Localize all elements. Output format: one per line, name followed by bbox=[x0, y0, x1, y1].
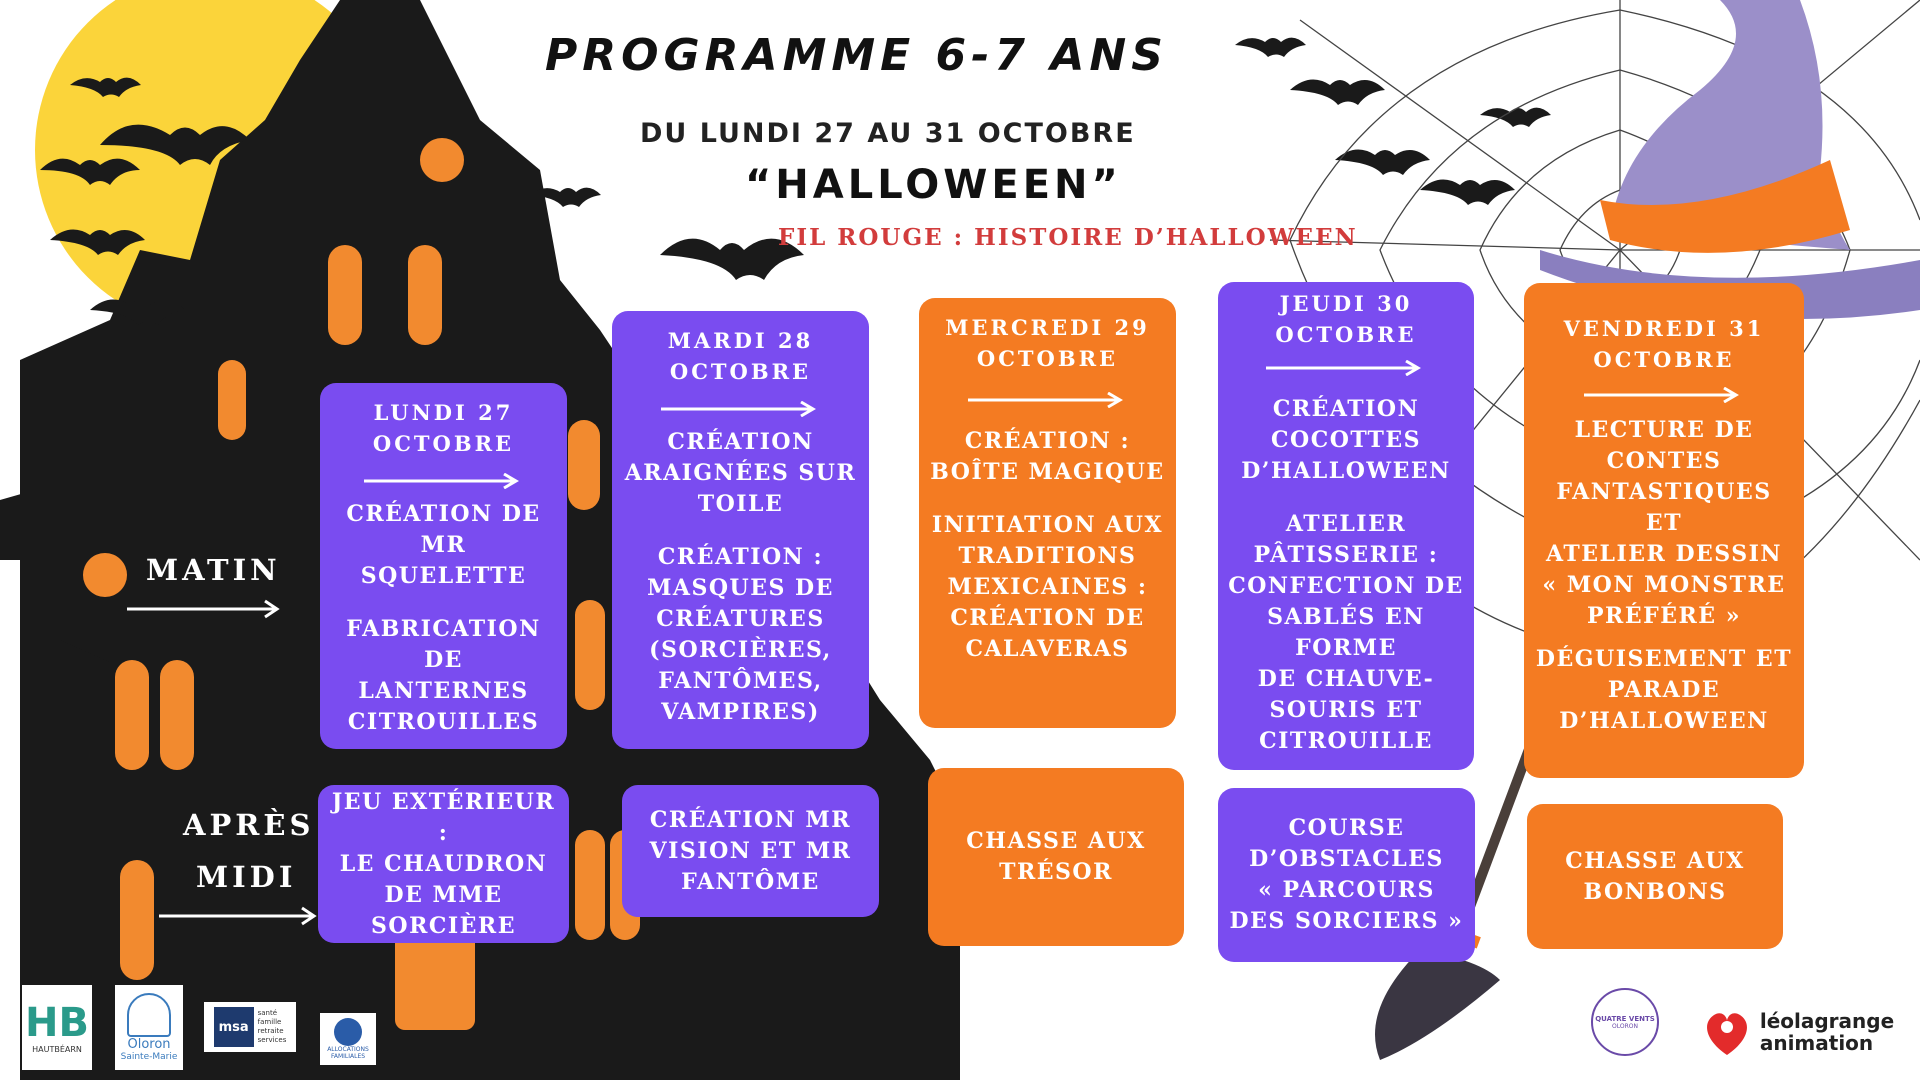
activity-line: VISION ET MR bbox=[649, 837, 852, 864]
day-card-tuesday-morning bbox=[612, 311, 869, 749]
caf-logo-text: ALLOCATIONS FAMILIALES bbox=[327, 1046, 369, 1060]
leo-lagrange-heart-icon bbox=[1700, 1005, 1754, 1059]
day-name: MERCREDI 29 bbox=[945, 315, 1150, 340]
activity-line: CHASSE AUX bbox=[1565, 847, 1745, 874]
activity-line: VAMPIRES) bbox=[661, 699, 820, 725]
common-thread: FIL ROUGE : HISTOIRE D’HALLOWEEN bbox=[778, 224, 1358, 251]
activity-line: PARADE bbox=[1607, 677, 1721, 703]
activity-line: MASQUES DE bbox=[647, 575, 834, 601]
quatre-vents-logo bbox=[1585, 978, 1665, 1066]
activity-line: CONTES bbox=[1606, 448, 1722, 474]
hautbearn-logo-text: HAUTBÉARN bbox=[32, 1045, 82, 1054]
activity-line: SQUELETTE bbox=[360, 563, 527, 589]
msa-text-3: retraite bbox=[257, 1027, 284, 1035]
activity-line: LE CHAUDRON bbox=[339, 850, 548, 877]
afternoon-label-line2: MIDI bbox=[196, 860, 297, 894]
activity-line: LECTURE DE bbox=[1574, 417, 1754, 443]
arrow-right-icon bbox=[1584, 387, 1744, 403]
day-name: LUNDI 27 bbox=[373, 400, 514, 425]
activity-line: SABLÉS EN FORME bbox=[1267, 604, 1425, 661]
msa-text-1: santé bbox=[257, 1009, 278, 1017]
activity-line: MEXICAINES : bbox=[947, 574, 1148, 600]
day-card-wednesday-morning bbox=[919, 298, 1176, 728]
activity-line: CRÉATION : bbox=[657, 544, 824, 570]
activity-line: COCOTTES bbox=[1271, 427, 1421, 453]
activity-line: CITROUILLE bbox=[1259, 728, 1433, 754]
day-card-tuesday-afternoon bbox=[622, 785, 879, 917]
activity-line: FANTÔMES, bbox=[658, 668, 823, 694]
activity-line: CRÉATION bbox=[667, 429, 814, 455]
activity-line: INITIATION AUX bbox=[931, 512, 1164, 538]
activity-line: CITROUILLES bbox=[347, 709, 540, 735]
day-month: OCTOBRE bbox=[1593, 347, 1735, 372]
day-month: OCTOBRE bbox=[976, 346, 1119, 371]
activity-line: TRÉSOR bbox=[999, 859, 1113, 885]
activity-line: ATELIER bbox=[1285, 511, 1407, 537]
arrow-right-icon bbox=[364, 473, 524, 489]
activity-line: COURSE bbox=[1288, 815, 1405, 841]
day-card-monday-morning bbox=[320, 383, 567, 749]
day-card-friday-morning bbox=[1524, 283, 1804, 778]
msa-text-4: services bbox=[257, 1036, 287, 1044]
day-name: JEUDI 30 bbox=[1279, 291, 1413, 316]
activity-line: D’OBSTACLES bbox=[1249, 846, 1444, 872]
activity-line: (SORCIÈRES, bbox=[649, 637, 832, 663]
activity-line: BOÎTE MAGIQUE bbox=[930, 459, 1165, 485]
date-range: DU LUNDI 27 AU 31 OCTOBRE bbox=[640, 118, 1136, 149]
activity-line: TOILE bbox=[697, 491, 784, 517]
afternoon-label-line1: APRÈS bbox=[183, 808, 315, 842]
activity-line: ET bbox=[1645, 510, 1683, 536]
activity-line: « PARCOURS bbox=[1258, 877, 1435, 903]
leo-lagrange-text-1: léolagrange bbox=[1759, 1009, 1895, 1033]
activity-line: DE CHAUVE- bbox=[1257, 666, 1435, 692]
oloron-logo bbox=[115, 985, 183, 1070]
activity-line: DÉGUISEMENT ET bbox=[1535, 646, 1793, 672]
activity-line: ARAIGNÉES SUR bbox=[624, 460, 857, 486]
activity-line: CRÉATION MR bbox=[649, 806, 852, 833]
arrow-right-icon bbox=[1266, 360, 1426, 376]
activity-line: FANTÔME bbox=[681, 868, 820, 895]
page-title: PROGRAMME 6-7 ANS bbox=[545, 30, 1168, 81]
morning-label: MATIN bbox=[146, 553, 281, 587]
day-card-monday-afternoon bbox=[318, 785, 569, 943]
activity-line: CRÉATION bbox=[1272, 396, 1420, 422]
activity-line: CRÉATION : bbox=[964, 428, 1131, 454]
activity-line: SOURIS ET bbox=[1269, 697, 1423, 723]
activity-line: SORCIÈRE bbox=[371, 912, 516, 939]
activity-line: TRADITIONS bbox=[958, 543, 1137, 569]
oloron-logo-text-1: Oloron bbox=[127, 1037, 171, 1052]
activity-line: ATELIER DESSIN bbox=[1545, 541, 1782, 567]
day-card-wednesday-afternoon bbox=[928, 768, 1184, 946]
activity-line: CALAVERAS bbox=[965, 636, 1130, 662]
leo-lagrange-logo bbox=[1692, 1002, 1902, 1062]
caf-logo bbox=[320, 1013, 376, 1065]
activity-line: CRÉATURES bbox=[656, 606, 825, 632]
activity-line: FABRICATION DE bbox=[346, 616, 541, 673]
quatre-vents-logo-text-2: OLORON bbox=[1612, 1022, 1638, 1030]
msa-logo: msa santé famille retraite services bbox=[204, 1002, 296, 1052]
leo-lagrange-text-2: animation bbox=[1759, 1031, 1874, 1055]
activity-line: PÂTISSERIE : bbox=[1253, 542, 1439, 568]
morning-arrow-icon bbox=[125, 597, 285, 621]
day-card-thursday-morning bbox=[1218, 282, 1474, 770]
activity-line: FANTASTIQUES bbox=[1556, 479, 1772, 505]
activity-line: D’HALLOWEEN bbox=[1559, 708, 1769, 734]
hautbearn-logo: HB HAUTBÉARN bbox=[22, 985, 92, 1070]
activity-line: BONBONS bbox=[1583, 878, 1727, 905]
day-name: VENDREDI 31 bbox=[1563, 316, 1765, 341]
day-name: MARDI 28 bbox=[667, 328, 814, 353]
activity-line: DE MME bbox=[384, 881, 503, 908]
quatre-vents-logo-text-1: QUATRE VENTS bbox=[1595, 1014, 1655, 1023]
afternoon-arrow-icon bbox=[157, 904, 322, 928]
day-month: OCTOBRE bbox=[372, 431, 515, 456]
day-month: OCTOBRE bbox=[1275, 322, 1417, 347]
arrow-right-icon bbox=[661, 401, 821, 417]
day-month: OCTOBRE bbox=[669, 359, 812, 384]
activity-line: CHASSE AUX bbox=[966, 828, 1146, 854]
theme-title: “HALLOWEEN” bbox=[745, 162, 1122, 208]
activity-line: « MON MONSTRE bbox=[1542, 572, 1786, 598]
activity-line: DES SORCIERS » bbox=[1229, 908, 1464, 934]
day-card-friday-afternoon bbox=[1527, 804, 1783, 949]
activity-line: LANTERNES bbox=[358, 678, 529, 704]
day-card-thursday-afternoon bbox=[1218, 788, 1475, 962]
activity-line: PRÉFÉRÉ » bbox=[1587, 603, 1741, 629]
activity-line: D’HALLOWEEN bbox=[1241, 458, 1451, 484]
activity-line: CRÉATION DE MR bbox=[346, 501, 541, 558]
oloron-logo-text-2: Sainte-Marie bbox=[120, 1052, 178, 1062]
activity-line: JEU EXTÉRIEUR : bbox=[331, 788, 556, 846]
msa-text-2: famille bbox=[257, 1018, 282, 1026]
arrow-right-icon bbox=[968, 392, 1128, 408]
activity-line: CRÉATION DE bbox=[950, 605, 1145, 631]
activity-line: CONFECTION DE bbox=[1228, 573, 1464, 599]
